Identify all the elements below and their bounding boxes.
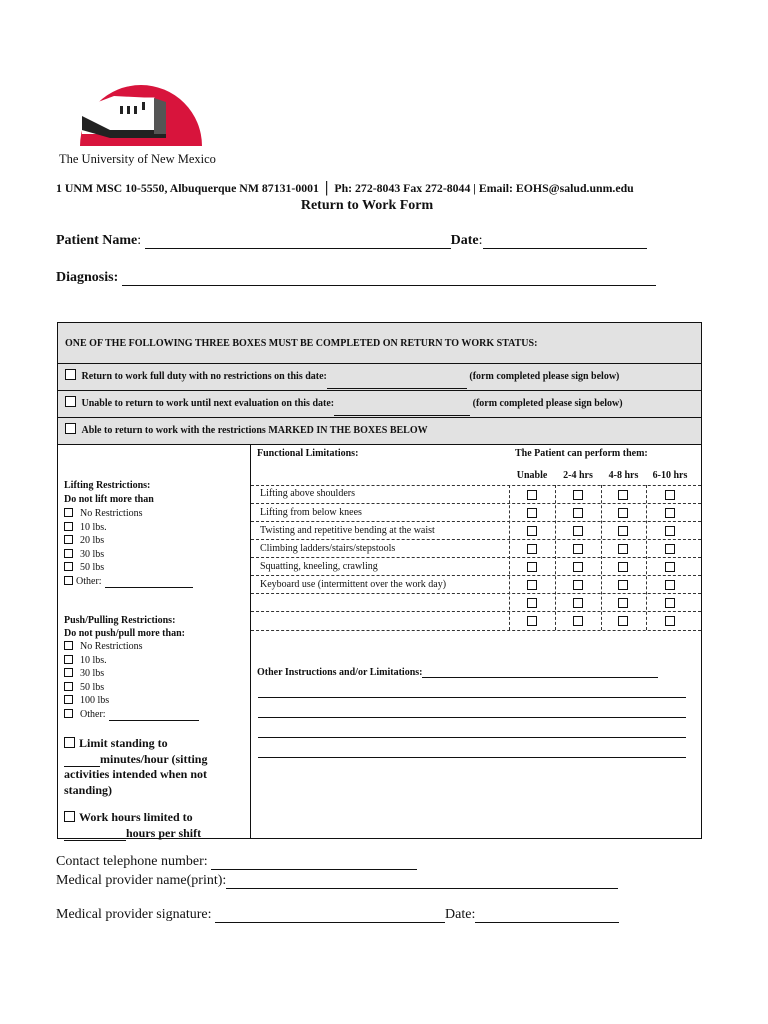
- limitation-checkbox[interactable]: [573, 508, 583, 518]
- hours-block: [64, 810, 201, 841]
- other-instructions-row: [257, 667, 658, 678]
- grid-line: [251, 611, 701, 612]
- logo-graphic: [56, 72, 228, 146]
- hours-checkbox[interactable]: [64, 811, 75, 822]
- lifting-title: Lifting Restrictions:: [64, 480, 151, 491]
- lifting-checkbox[interactable]: [64, 508, 73, 517]
- option2-date-field[interactable]: [334, 405, 470, 416]
- limitation-checkbox[interactable]: [527, 616, 537, 626]
- option1-checkbox[interactable]: [65, 369, 76, 380]
- grid-line: [251, 521, 701, 522]
- grid-line: [251, 593, 701, 594]
- limitation-row-label: Twisting and repetitive bending at the waist: [260, 525, 435, 536]
- limitation-row-label: Keyboard use (intermittent over the work day): [260, 579, 447, 590]
- restrictions-table: [57, 322, 702, 839]
- limitation-checkbox[interactable]: [573, 616, 583, 626]
- functional-heading: Functional Limitations:: [257, 448, 359, 459]
- limitation-checkbox[interactable]: [665, 526, 675, 536]
- hours-line2: hours per shift: [126, 825, 202, 840]
- option2-note: (form completed please sign below): [472, 398, 623, 409]
- pushing-option-label: 30 lbs: [80, 668, 105, 679]
- option1-label: Return to work full duty with no restrictions on this date:: [81, 371, 327, 382]
- pushing-option-label: 50 lbs: [80, 681, 105, 693]
- pushing-option[interactable]: [64, 640, 199, 654]
- hours-line1: Work hours limited to: [79, 810, 193, 824]
- limitation-checkbox[interactable]: [618, 562, 628, 572]
- pushing-option[interactable]: [64, 708, 199, 722]
- pushing-checkbox[interactable]: [64, 655, 73, 664]
- hours-field[interactable]: [64, 828, 126, 841]
- instructions-line[interactable]: [258, 737, 686, 738]
- lifting-checkbox[interactable]: [64, 535, 73, 544]
- lifting-option[interactable]: [64, 561, 193, 575]
- limitation-checkbox[interactable]: [665, 544, 675, 554]
- instructions-line[interactable]: [258, 757, 686, 758]
- status-option-1: [58, 364, 701, 391]
- form-title: Return to Work Form: [300, 198, 434, 213]
- option1-date-field[interactable]: [327, 378, 467, 389]
- patient-name-row: Patient Name: Date:: [56, 233, 647, 249]
- contact-phone-label: Contact telephone number:: [56, 854, 208, 869]
- lifting-option[interactable]: [64, 534, 193, 548]
- option3-checkbox[interactable]: [65, 423, 76, 434]
- pushing-option-label: Other:: [80, 708, 106, 720]
- pushing-options: [64, 640, 199, 721]
- grid-line: [509, 485, 510, 630]
- limitation-checkbox[interactable]: [618, 490, 628, 500]
- column-divider: [250, 445, 251, 839]
- pushing-option[interactable]: [64, 667, 199, 681]
- lifting-checkbox[interactable]: [64, 522, 73, 531]
- limitation-checkbox[interactable]: [618, 526, 628, 536]
- option2-checkbox[interactable]: [65, 396, 76, 407]
- limitation-row-label: Climbing ladders/stairs/stepstools: [260, 543, 396, 554]
- option2-label: Unable to return to work until next evaluation on this date:: [81, 398, 335, 409]
- lifting-option[interactable]: [64, 507, 193, 521]
- pushing-checkbox[interactable]: [64, 682, 73, 691]
- provider-signature-field[interactable]: [215, 908, 445, 923]
- pushing-checkbox[interactable]: [64, 695, 73, 704]
- limitation-checkbox[interactable]: [665, 490, 675, 500]
- pushing-checkbox[interactable]: [64, 668, 73, 677]
- limitation-checkbox[interactable]: [618, 544, 628, 554]
- standing-minutes-field[interactable]: [64, 754, 100, 767]
- limitation-checkbox[interactable]: [665, 598, 675, 608]
- grid-line: [251, 557, 701, 558]
- instructions-line[interactable]: [258, 697, 686, 698]
- limitation-checkbox[interactable]: [665, 508, 675, 518]
- limitation-checkbox[interactable]: [665, 562, 675, 572]
- lifting-option[interactable]: [64, 548, 193, 562]
- standing-block: [64, 736, 248, 798]
- contact-text: Ph: 272-8043 Fax 272-8044 | Email: EOHS@salud.unm.edu: [334, 181, 634, 195]
- status-heading-row: [58, 323, 701, 364]
- contact-phone-field[interactable]: [211, 855, 417, 870]
- diagnosis-label: Diagnosis:: [56, 270, 119, 285]
- limitation-checkbox[interactable]: [573, 544, 583, 554]
- pushing-title: Push/Pulling Restrictions:: [64, 615, 176, 626]
- limitation-checkbox[interactable]: [618, 616, 628, 626]
- grid-line: [646, 485, 647, 630]
- pushing-checkbox[interactable]: [64, 709, 73, 718]
- provider-name-label: Medical provider name(print):: [56, 873, 227, 888]
- grid-line: [555, 485, 556, 630]
- pushing-option[interactable]: [64, 694, 199, 708]
- limitation-checkbox[interactable]: [527, 508, 537, 518]
- lifting-checkbox[interactable]: [64, 562, 73, 571]
- provider-name-row: [56, 873, 618, 889]
- status-option-3: [58, 418, 701, 445]
- unm-logo: [56, 72, 228, 172]
- standing-line1: Limit standing to: [79, 736, 168, 750]
- limitation-checkbox[interactable]: [618, 508, 628, 518]
- date-field[interactable]: [483, 234, 647, 249]
- limitation-checkbox[interactable]: [527, 562, 537, 572]
- instructions-line[interactable]: [258, 717, 686, 718]
- patient-name-label: Patient Name: [56, 233, 138, 248]
- grid-line: [251, 539, 701, 540]
- limitation-checkbox[interactable]: [665, 616, 675, 626]
- standing-checkbox[interactable]: [64, 737, 75, 748]
- standing-line2: minutes/hour (sitting: [100, 751, 208, 766]
- pushing-other-field[interactable]: [109, 710, 199, 721]
- provider-signature-row: [56, 907, 619, 923]
- logo-org-name: The University of New Mexico: [59, 152, 216, 166]
- status-option-2: [58, 391, 701, 418]
- lifting-option[interactable]: [64, 575, 193, 589]
- grid-line: [251, 575, 701, 576]
- grid-line: [601, 485, 602, 630]
- lifting-option-label: 10 lbs.: [80, 521, 107, 533]
- contact-phone-row: [56, 854, 417, 870]
- col-unable: Unable: [516, 470, 548, 481]
- lifting-options: [64, 507, 193, 588]
- signature-date-field[interactable]: [475, 908, 619, 923]
- limitation-checkbox[interactable]: [527, 526, 537, 536]
- pushing-option[interactable]: [64, 654, 199, 668]
- grid-line: [251, 485, 701, 486]
- provider-name-field[interactable]: [226, 874, 618, 889]
- limitation-checkbox[interactable]: [527, 580, 537, 590]
- limitation-checkbox[interactable]: [618, 598, 628, 608]
- diagnosis-field[interactable]: [122, 271, 656, 286]
- limitation-checkbox[interactable]: [573, 562, 583, 572]
- lifting-checkbox[interactable]: [64, 549, 73, 558]
- date-label: Date: [450, 233, 479, 248]
- limitation-checkbox[interactable]: [573, 526, 583, 536]
- limitation-checkbox[interactable]: [527, 490, 537, 500]
- lifting-option-label: 20 lbs: [80, 535, 105, 546]
- lifting-other-field[interactable]: [105, 577, 193, 588]
- lifting-option-label: 30 lbs: [80, 548, 105, 560]
- lifting-checkbox[interactable]: [64, 576, 73, 585]
- signature-date-label: Date:: [445, 907, 476, 922]
- header-address-line: [56, 179, 634, 197]
- lifting-subtitle: Do not lift more than: [64, 494, 154, 505]
- address-text: 1 UNM MSC 10-5550, Albuquerque NM 87131-0001: [56, 181, 319, 195]
- limitation-checkbox[interactable]: [573, 580, 583, 590]
- limitation-row-label: Lifting above shoulders: [260, 488, 355, 499]
- lifting-option-label: Other:: [76, 575, 102, 587]
- pushing-option[interactable]: [64, 681, 199, 695]
- limitation-row-label: Squatting, kneeling, crawling: [260, 561, 378, 572]
- option1-note: (form completed please sign below): [469, 371, 620, 382]
- limitation-checkbox[interactable]: [527, 598, 537, 608]
- standing-line4: standing): [64, 782, 113, 797]
- col-4-8: 4-8 hrs: [608, 470, 639, 481]
- diagnosis-row: [56, 270, 656, 286]
- pushing-option-label: 100 lbs: [80, 695, 110, 706]
- separator: |: [324, 179, 329, 196]
- lifting-option-label: 50 lbs: [80, 562, 105, 573]
- grid-line: [251, 630, 701, 631]
- limitation-checkbox[interactable]: [618, 580, 628, 590]
- pushing-checkbox[interactable]: [64, 641, 73, 650]
- pushing-option-label: 10 lbs.: [80, 654, 107, 666]
- other-instructions-field[interactable]: [422, 667, 658, 678]
- other-instructions-label: Other Instructions and/or Limitations:: [257, 667, 423, 678]
- lifting-option[interactable]: [64, 521, 193, 535]
- col-6-10: 6-10 hrs: [652, 470, 688, 481]
- limitation-checkbox[interactable]: [527, 544, 537, 554]
- grid-line: [251, 503, 701, 504]
- limitation-checkbox[interactable]: [573, 598, 583, 608]
- patient-name-field[interactable]: [145, 234, 451, 249]
- pushing-subtitle: Do not push/pull more than:: [64, 628, 185, 639]
- provider-signature-label: Medical provider signature:: [56, 907, 212, 922]
- perform-heading: The Patient can perform them:: [515, 448, 648, 459]
- lifting-option-label: No Restrictions: [80, 508, 143, 519]
- col-2-4: 2-4 hrs: [563, 470, 593, 481]
- option3-label: Able to return to work with the restrictions MARKED IN THE BOXES BELOW: [81, 425, 428, 436]
- limitation-row-label: Lifting from below knees: [260, 507, 362, 518]
- limitation-checkbox[interactable]: [573, 490, 583, 500]
- standing-line3: activities intended when not: [64, 767, 208, 781]
- limitation-checkbox[interactable]: [665, 580, 675, 590]
- status-heading: ONE OF THE FOLLOWING THREE BOXES MUST BE COMPLETED ON RETURN TO WORK STATUS:: [65, 338, 538, 349]
- pushing-option-label: No Restrictions: [80, 641, 143, 652]
